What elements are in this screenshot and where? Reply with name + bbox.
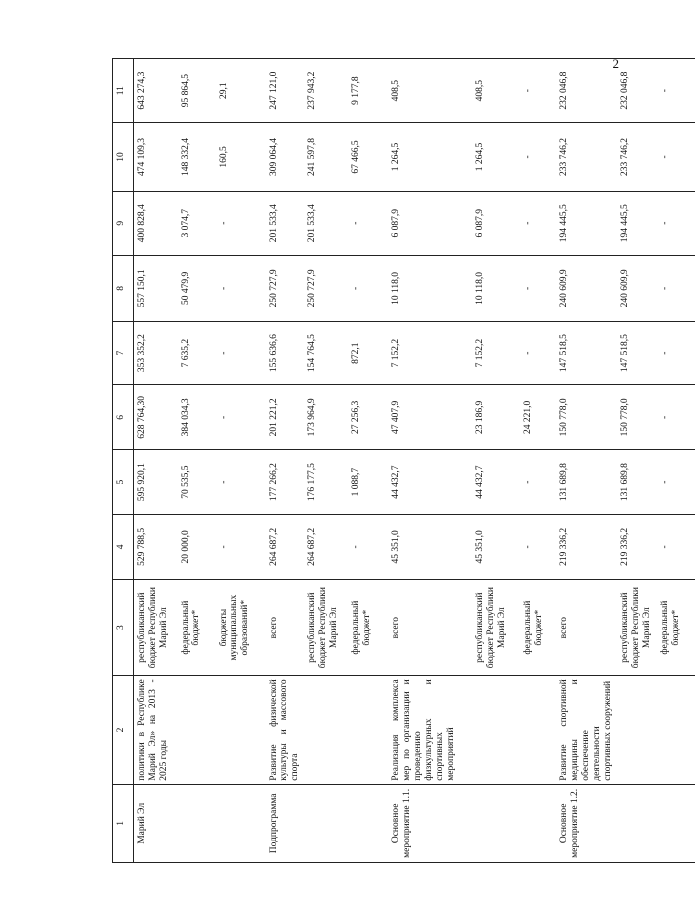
table-header-row bbox=[113, 59, 134, 863]
value-cell: 643 274,3 bbox=[134, 59, 178, 123]
value-cell: 557 150,1 bbox=[134, 255, 178, 321]
value-cell: - bbox=[520, 514, 556, 579]
value-cell: - bbox=[216, 191, 266, 255]
table-row bbox=[304, 59, 348, 863]
name-cell bbox=[216, 676, 266, 784]
value-cell: - bbox=[216, 450, 266, 514]
name-cell bbox=[617, 676, 657, 784]
value-cell: 264 687,2 bbox=[266, 514, 305, 579]
table-row bbox=[348, 59, 388, 863]
value-cell: 201 221,2 bbox=[266, 385, 305, 450]
value-cell: 29,1 bbox=[216, 59, 266, 123]
value-cell: - bbox=[348, 514, 388, 579]
value-cell: 95 864,5 bbox=[178, 59, 216, 123]
value-cell: 408,5 bbox=[388, 59, 472, 123]
value-cell: 309 064,4 bbox=[266, 123, 305, 191]
level-cell bbox=[617, 784, 657, 862]
value-cell: 67 466,5 bbox=[348, 123, 388, 191]
value-cell: 240 609,9 bbox=[556, 255, 617, 321]
value-cell: - bbox=[520, 123, 556, 191]
value-cell: 628 764,30 bbox=[134, 385, 178, 450]
table-row bbox=[472, 59, 520, 863]
value-cell: 150 778,0 bbox=[556, 385, 617, 450]
value-cell: 44 432,7 bbox=[472, 450, 520, 514]
value-cell: 131 689,8 bbox=[556, 450, 617, 514]
value-cell: 232 046,8 bbox=[556, 59, 617, 123]
value-cell: 6 087,9 bbox=[472, 191, 520, 255]
level-cell bbox=[178, 784, 216, 862]
value-cell: - bbox=[216, 385, 266, 450]
value-cell: 240 609,9 bbox=[617, 255, 657, 321]
value-cell: 237 943,2 bbox=[304, 59, 348, 123]
table-row bbox=[520, 59, 556, 863]
value-cell: 177 266,2 bbox=[266, 450, 305, 514]
value-cell: 529 788,5 bbox=[134, 514, 178, 579]
value-cell: - bbox=[520, 450, 556, 514]
value-cell: 219 336,2 bbox=[617, 514, 657, 579]
name-cell bbox=[472, 676, 520, 784]
value-cell: 173 964,9 bbox=[304, 385, 348, 450]
source-cell: бюджеты муниципальных образований* bbox=[216, 579, 266, 675]
header-cell: 10 bbox=[113, 123, 134, 191]
name-cell: Развитие физической культуры и массового спорта bbox=[266, 676, 305, 784]
value-cell: - bbox=[657, 191, 695, 255]
level-cell bbox=[348, 784, 388, 862]
value-cell: 9 177,8 bbox=[348, 59, 388, 123]
header-cell: 7 bbox=[113, 322, 134, 385]
value-cell: 250 727,9 bbox=[266, 255, 305, 321]
value-cell: - bbox=[657, 255, 695, 321]
value-cell: 384 034,3 bbox=[178, 385, 216, 450]
name-cell bbox=[657, 676, 695, 784]
value-cell: 23 186,9 bbox=[472, 385, 520, 450]
value-cell: 250 727,9 bbox=[304, 255, 348, 321]
value-cell: 353 352,2 bbox=[134, 322, 178, 385]
header-cell: 11 bbox=[113, 59, 134, 123]
value-cell: - bbox=[216, 255, 266, 321]
value-cell: 6 087,9 bbox=[388, 191, 472, 255]
value-cell: 47 407,9 bbox=[388, 385, 472, 450]
value-cell: 155 636,6 bbox=[266, 322, 305, 385]
value-cell: 154 764,5 bbox=[304, 322, 348, 385]
value-cell: 247 121,0 bbox=[266, 59, 305, 123]
source-cell: всего bbox=[556, 579, 617, 675]
table-row bbox=[216, 59, 266, 863]
header-cell: 5 bbox=[113, 450, 134, 514]
header-cell: 1 bbox=[113, 784, 134, 862]
table-row bbox=[556, 59, 617, 863]
level-cell bbox=[472, 784, 520, 862]
table-row bbox=[617, 59, 657, 863]
value-cell: - bbox=[657, 59, 695, 123]
table-row bbox=[134, 59, 178, 863]
value-cell: 131 689,8 bbox=[617, 450, 657, 514]
value-cell: 194 445,5 bbox=[556, 191, 617, 255]
header-cell: 9 bbox=[113, 191, 134, 255]
level-cell: Подпрограмма bbox=[266, 784, 305, 862]
value-cell: - bbox=[657, 385, 695, 450]
name-cell bbox=[520, 676, 556, 784]
value-cell: 27 256,3 bbox=[348, 385, 388, 450]
page-number: 2 bbox=[612, 56, 619, 71]
table-row bbox=[388, 59, 472, 863]
name-cell bbox=[348, 676, 388, 784]
source-cell: республиканский бюджет Республики Марий Эл bbox=[472, 579, 520, 675]
value-cell: 232 046,8 bbox=[617, 59, 657, 123]
source-cell: федеральный бюджет* bbox=[348, 579, 388, 675]
budget-table bbox=[112, 58, 695, 863]
value-cell: 474 109,3 bbox=[134, 123, 178, 191]
value-cell: 408,5 bbox=[472, 59, 520, 123]
value-cell: - bbox=[520, 322, 556, 385]
value-cell: 147 518,5 bbox=[617, 322, 657, 385]
value-cell: 45 351,0 bbox=[388, 514, 472, 579]
value-cell: 150 778,0 bbox=[617, 385, 657, 450]
source-cell: федеральный бюджет* bbox=[657, 579, 695, 675]
value-cell: - bbox=[657, 514, 695, 579]
value-cell: 7 635,2 bbox=[178, 322, 216, 385]
value-cell: 201 533,4 bbox=[266, 191, 305, 255]
value-cell: 872,1 bbox=[348, 322, 388, 385]
value-cell: 7 152,2 bbox=[472, 322, 520, 385]
header-cell: 6 bbox=[113, 385, 134, 450]
value-cell: - bbox=[348, 191, 388, 255]
value-cell: 44 432,7 bbox=[388, 450, 472, 514]
source-cell: всего bbox=[388, 579, 472, 675]
level-cell: Основное мероприятие 1.1. bbox=[388, 784, 472, 862]
value-cell: 10 118,0 bbox=[388, 255, 472, 321]
value-cell: - bbox=[216, 322, 266, 385]
name-cell: Развитие спортивной медицины и обеспечение деятельности спортивных сооружений bbox=[556, 676, 617, 784]
source-cell: республиканский бюджет Республики Марий Эл bbox=[134, 579, 178, 675]
level-cell bbox=[520, 784, 556, 862]
value-cell: 147 518,5 bbox=[556, 322, 617, 385]
value-cell: 45 351,0 bbox=[472, 514, 520, 579]
level-cell: Марий Эл bbox=[134, 784, 178, 862]
value-cell: 24 221,0 bbox=[520, 385, 556, 450]
value-cell: 1 264,5 bbox=[472, 123, 520, 191]
value-cell: 1 088,7 bbox=[348, 450, 388, 514]
value-cell: - bbox=[348, 255, 388, 321]
level-cell: Основное мероприятие 1.2. bbox=[556, 784, 617, 862]
header-cell: 4 bbox=[113, 514, 134, 579]
rotated-table-wrapper bbox=[112, 58, 681, 863]
level-cell bbox=[304, 784, 348, 862]
value-cell: 219 336,2 bbox=[556, 514, 617, 579]
value-cell: 7 152,2 bbox=[388, 322, 472, 385]
value-cell: 595 920,1 bbox=[134, 450, 178, 514]
value-cell: - bbox=[216, 514, 266, 579]
source-cell: всего bbox=[266, 579, 305, 675]
name-cell: Реализация комплекса мер по организации и проведению физкультурных и спортивных мероприятий bbox=[388, 676, 472, 784]
header-cell: 3 bbox=[113, 579, 134, 675]
value-cell: 176 177,5 bbox=[304, 450, 348, 514]
source-cell: федеральный бюджет* bbox=[178, 579, 216, 675]
source-cell: федеральный бюджет* bbox=[520, 579, 556, 675]
value-cell: 20 000,0 bbox=[178, 514, 216, 579]
value-cell: 3 074,7 bbox=[178, 191, 216, 255]
table-body bbox=[134, 59, 695, 863]
table-row bbox=[266, 59, 305, 863]
value-cell: 50 479,9 bbox=[178, 255, 216, 321]
value-cell: 241 597,8 bbox=[304, 123, 348, 191]
value-cell: 264 687,2 bbox=[304, 514, 348, 579]
level-cell bbox=[657, 784, 695, 862]
table-row bbox=[178, 59, 216, 863]
header-cell: 2 bbox=[113, 676, 134, 784]
source-cell: республиканский бюджет Республики Марий Эл bbox=[304, 579, 348, 675]
value-cell: 233 746,2 bbox=[556, 123, 617, 191]
value-cell: 400 828,4 bbox=[134, 191, 178, 255]
value-cell: - bbox=[520, 255, 556, 321]
value-cell: 194 445,5 bbox=[617, 191, 657, 255]
value-cell: 148 332,4 bbox=[178, 123, 216, 191]
header-cell: 8 bbox=[113, 255, 134, 321]
value-cell: 233 746,2 bbox=[617, 123, 657, 191]
value-cell: 201 533,4 bbox=[304, 191, 348, 255]
value-cell: - bbox=[520, 59, 556, 123]
name-cell: политики в Республике Марий Эл» на 2013 - 2025 годы bbox=[134, 676, 178, 784]
level-cell bbox=[216, 784, 266, 862]
value-cell: 160,5 bbox=[216, 123, 266, 191]
value-cell: - bbox=[520, 191, 556, 255]
name-cell bbox=[304, 676, 348, 784]
source-cell: республиканский бюджет Республики Марий Эл bbox=[617, 579, 657, 675]
value-cell: - bbox=[657, 450, 695, 514]
value-cell: - bbox=[657, 322, 695, 385]
value-cell: 70 535,5 bbox=[178, 450, 216, 514]
table-row bbox=[657, 59, 695, 863]
name-cell bbox=[178, 676, 216, 784]
value-cell: - bbox=[657, 123, 695, 191]
value-cell: 1 264,5 bbox=[388, 123, 472, 191]
value-cell: 10 118,0 bbox=[472, 255, 520, 321]
